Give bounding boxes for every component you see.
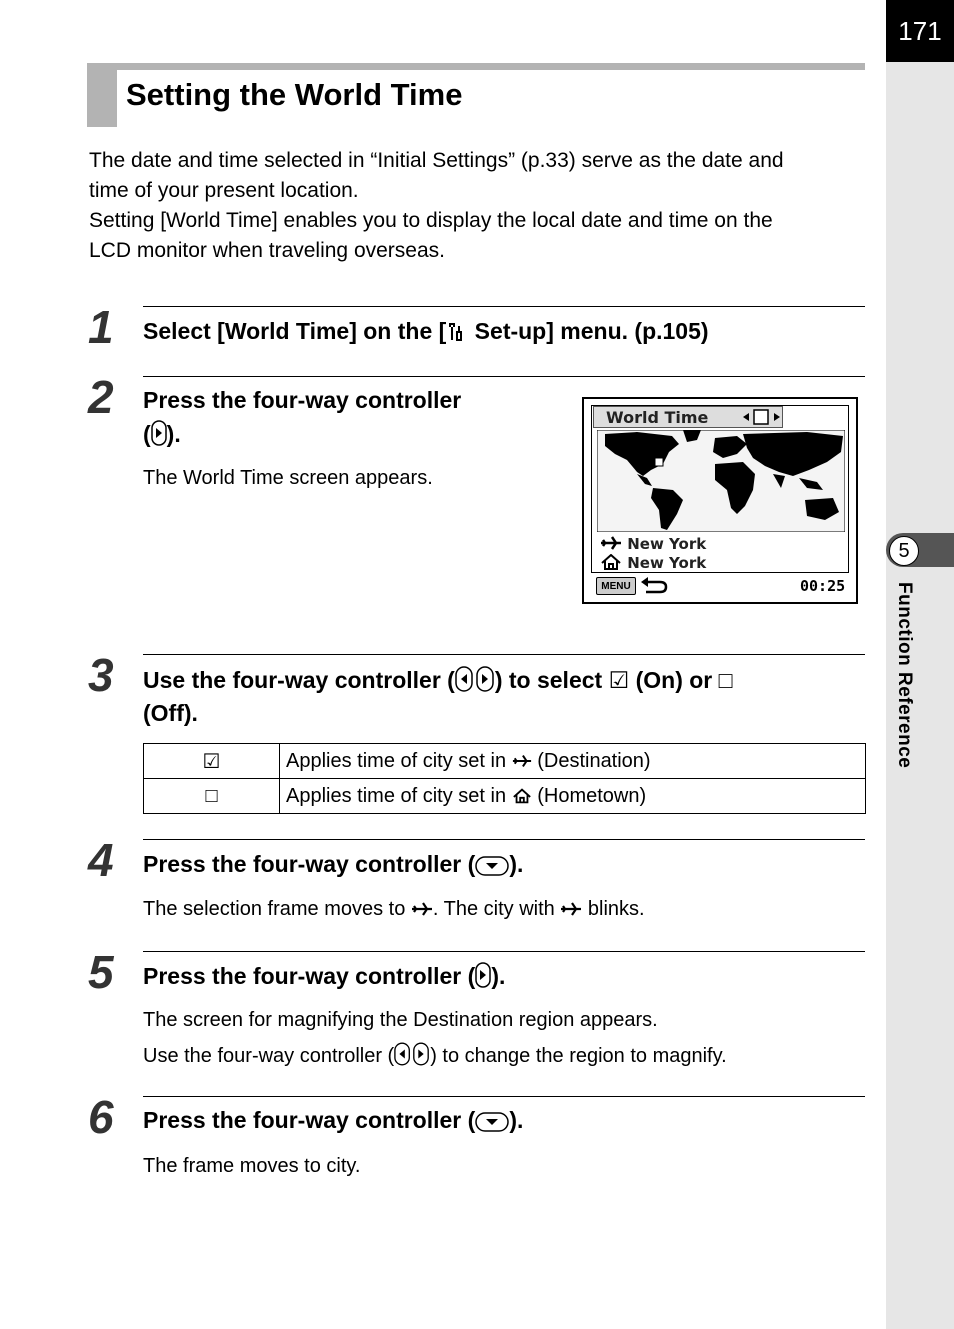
intro-line-3: Setting [World Time] enables you to display the local date and time on the — [89, 209, 773, 232]
chapter-label: Function Reference — [894, 582, 915, 769]
world-map — [597, 430, 845, 532]
step-5-number: 5 — [88, 946, 114, 998]
table-desc-off-a: Applies time of city set in — [286, 784, 512, 807]
step-4-desc — [143, 898, 645, 921]
chapter-number: 5 — [889, 536, 919, 566]
step-5-title-a: Press the four-way controller ( — [143, 963, 476, 989]
table-symbol-on: ☑ — [144, 744, 280, 779]
step-5-title — [143, 962, 505, 994]
table-desc-off — [280, 779, 866, 814]
step-4-title — [143, 851, 523, 882]
step-4-title-a: Press the four-way controller ( — [143, 851, 476, 877]
destination-city: New York — [627, 535, 707, 553]
airplane-icon — [411, 898, 433, 920]
table-desc-on-a: Applies time of city set in — [286, 749, 512, 772]
step-6-rule — [143, 1096, 865, 1097]
intro-line-2: time of your present location. — [89, 179, 359, 202]
step-2-number: 2 — [88, 371, 114, 423]
controller-down-icon — [475, 855, 509, 882]
section-title: Setting the World Time — [126, 77, 463, 112]
step-2-title-line1: Press the four-way controller — [143, 387, 462, 413]
step-4-desc-c: blinks. — [582, 898, 645, 920]
step-4-title-b: ). — [509, 851, 524, 877]
step-6-title-a: Press the four-way controller ( — [143, 1107, 476, 1133]
airplane-icon — [600, 535, 622, 553]
step-3-title-line1 — [143, 666, 733, 698]
step-3-number: 3 — [88, 649, 114, 701]
controller-left-right-icon — [455, 666, 495, 698]
table-desc-on — [280, 744, 866, 779]
step-1-number: 1 — [88, 301, 114, 353]
back-arrow-icon — [640, 576, 668, 599]
step-2-rule — [143, 376, 865, 377]
intro-line-4: LCD monitor when traveling overseas. — [89, 239, 445, 262]
table-row — [144, 779, 866, 814]
home-icon — [600, 554, 622, 572]
option-table — [143, 743, 866, 814]
step-6-desc: The frame moves to city. — [143, 1155, 361, 1177]
table-desc-off-b: (Hometown) — [531, 784, 647, 807]
airplane-icon — [512, 750, 532, 772]
controller-right-icon — [475, 962, 491, 994]
controller-down-icon — [475, 1111, 509, 1138]
step-4-desc-a: The selection frame moves to — [143, 898, 411, 920]
airplane-icon — [560, 898, 582, 920]
step-2-paren-close: ). — [166, 421, 181, 447]
intro-line-1: The date and time selected in “Initial Settings” (p.33) serve as the date and — [89, 149, 784, 172]
step-2-paren-open: ( — [143, 421, 151, 447]
controller-right-icon — [151, 420, 167, 452]
step-1-rule — [143, 306, 865, 307]
step-4-number: 4 — [88, 834, 114, 886]
step-4-desc-b: . The city with — [432, 898, 561, 920]
table-desc-on-b: (Destination) — [531, 749, 651, 772]
home-icon — [512, 785, 532, 807]
step-5-desc-2 — [143, 1042, 727, 1072]
step-3-title-b: ) to select — [494, 667, 609, 693]
screen-title: World Time — [606, 408, 709, 427]
step-3-title-a: Use the four-way controller ( — [143, 667, 455, 693]
step-2-desc: The World Time screen appears. — [143, 467, 433, 489]
page-number: 171 — [886, 0, 954, 62]
checkbox-off-symbol: □ — [718, 667, 733, 693]
table-row — [144, 744, 866, 779]
step-6-title-b: ). — [509, 1107, 524, 1133]
step-3-rule — [143, 654, 865, 655]
step-4-rule — [143, 839, 865, 840]
home-city: New York — [627, 554, 707, 572]
step-2-title-line2 — [143, 420, 181, 452]
heading-rule — [87, 63, 865, 70]
menu-button-badge: MENU — [596, 577, 636, 595]
heading-marker — [87, 63, 117, 127]
step-5-rule — [143, 951, 865, 952]
step-5-desc-2-a: Use the four-way controller ( — [143, 1045, 395, 1067]
table-symbol-off: □ — [144, 779, 280, 814]
step-3-title-line2: (Off). — [143, 700, 198, 726]
screen-time: 00:25 — [800, 577, 846, 595]
controller-left-right-icon — [394, 1042, 430, 1072]
checkbox-on-symbol: ☑ — [608, 667, 630, 693]
step-1-title — [143, 318, 709, 345]
screen-destination-row — [600, 535, 706, 553]
screen-home-row — [600, 554, 706, 572]
step-1-title-a: Select [World Time] on the [ — [143, 318, 447, 344]
step-1-title-b: Set-up] menu. (p.105) — [468, 318, 709, 344]
step-5-title-b: ). — [491, 963, 506, 989]
step-6-number: 6 — [88, 1091, 114, 1143]
wrench-icon — [446, 318, 468, 344]
screen-toggle-icon — [741, 409, 783, 430]
step-5-desc-2-b: ) to change the region to magnify. — [430, 1045, 727, 1067]
step-3-title-c: (On) or — [629, 667, 719, 693]
step-6-title — [143, 1107, 523, 1138]
step-5-desc-1: The screen for magnifying the Destination region appears. — [143, 1009, 658, 1031]
